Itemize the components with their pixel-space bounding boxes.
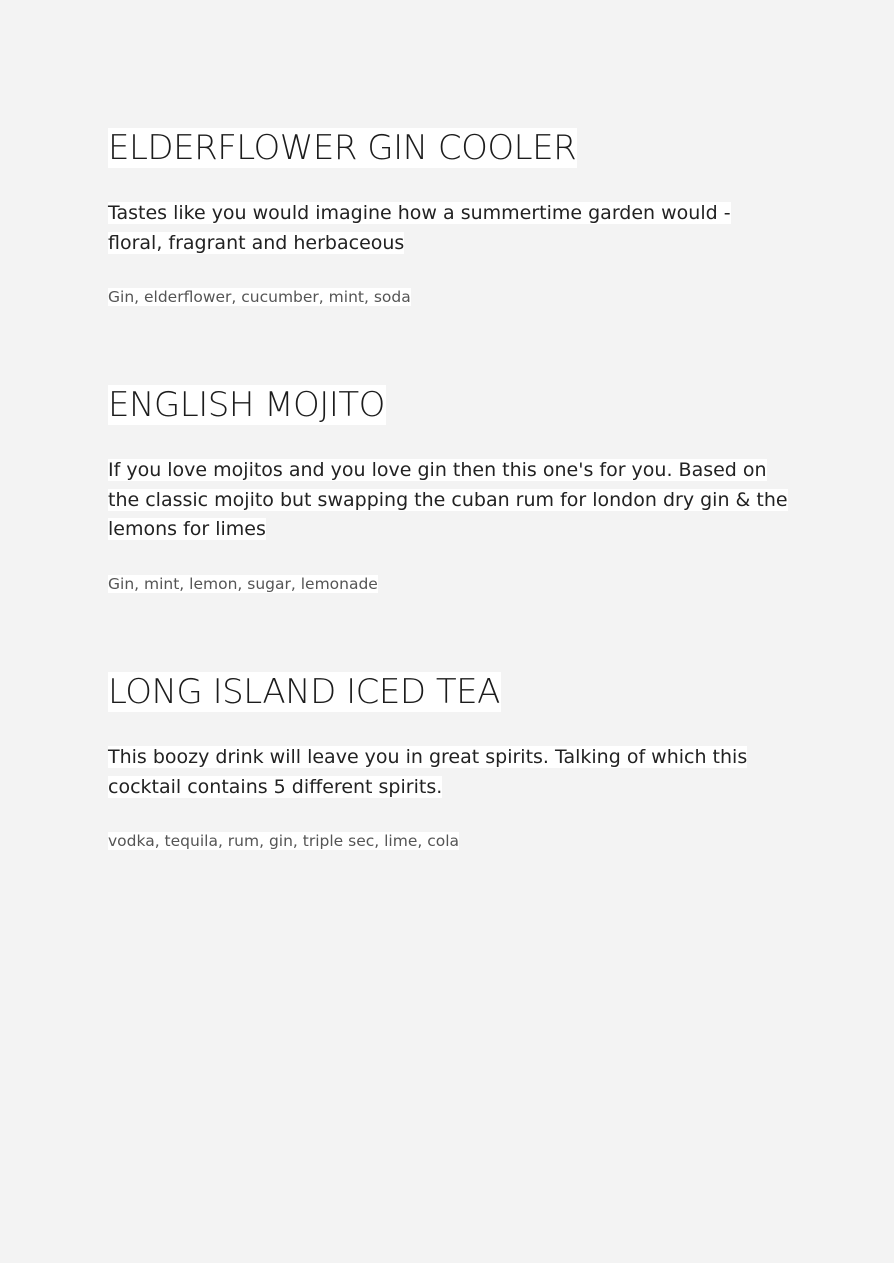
drink-description-line: If you love mojitos and you love gin then this one's for you. Based on [108, 459, 767, 481]
drink-description-line: This boozy drink will leave you in great spirits. Talking of which this [108, 746, 748, 768]
drink-description [108, 456, 788, 545]
drink-elderflower-gin-cooler [108, 127, 808, 308]
drink-ingredients [108, 573, 808, 595]
drink-ingredients [108, 830, 808, 852]
drink-name: LONG ISLAND ICED TEA [108, 672, 500, 712]
drink-name: ENGLISH MOJITO [108, 385, 385, 425]
drink-description [108, 743, 788, 802]
drink-description-line: the classic mojito but swapping the cuban rum for london dry gin & the [108, 488, 788, 511]
drink-ingredients-text: vodka, tequila, rum, gin, triple sec, lime, cola [108, 832, 460, 850]
drink-ingredients [108, 286, 808, 308]
drink-description [108, 199, 788, 258]
drink-english-mojito [108, 384, 808, 595]
drink-description-line: cocktail contains 5 different spirits. [108, 775, 443, 798]
drink-ingredients-text: Gin, elderflower, cucumber, mint, soda [108, 288, 411, 306]
drink-ingredients-text: Gin, mint, lemon, sugar, lemonade [108, 574, 378, 593]
drink-description-line: lemons for limes [108, 518, 266, 540]
drink-long-island-iced-tea [108, 671, 808, 852]
drink-description-line: floral, fragrant and herbaceous [108, 231, 405, 254]
drink-description-line: Tastes like you would imagine how a summertime garden would - [108, 202, 731, 224]
drink-name: ELDERFLOWER GIN COOLER [108, 128, 577, 168]
